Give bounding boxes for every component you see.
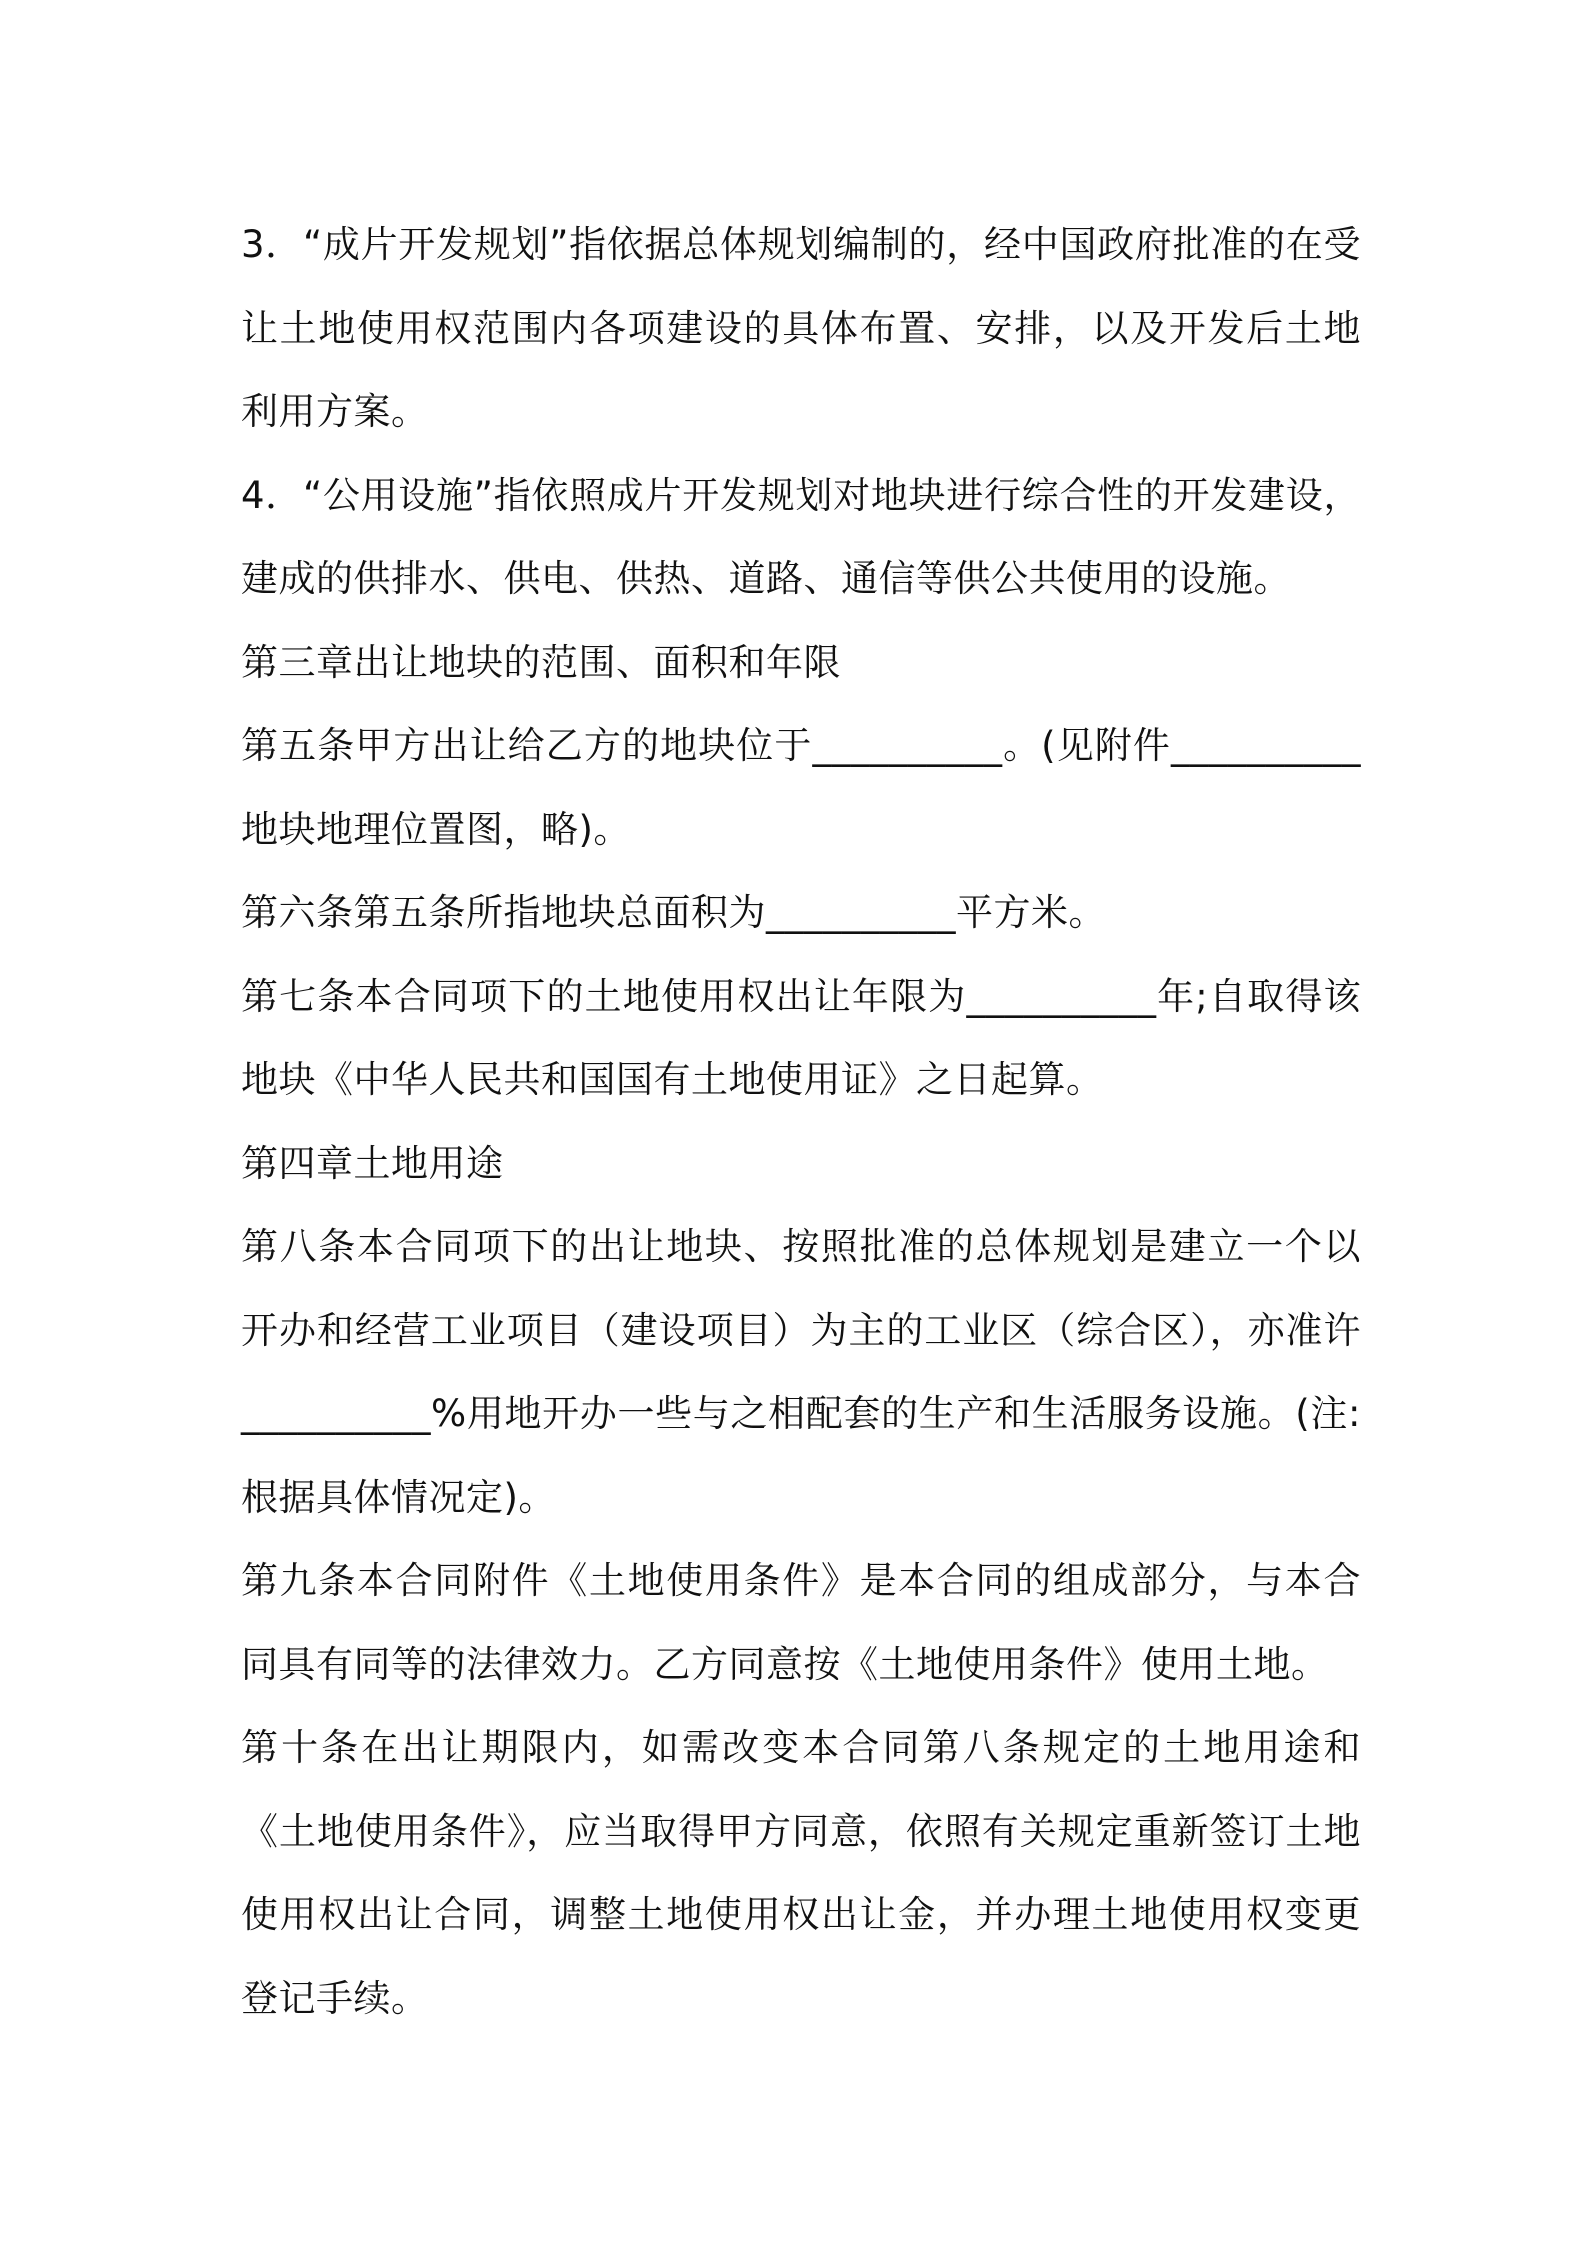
article-8: 第八条本合同项下的出让地块、按照批准的总体规划是建立一个以开办和经营工业项目（建设项目）为主的工业区（综合区），亦准许__________%用地开办一些与之相配套的生产和生活服务设施。(注:根据具体情况定)。 xyxy=(241,1225,1361,1519)
chapter-3-heading: 第三章出让地块的范围、面积和年限 xyxy=(241,640,841,684)
article-5: 第五条甲方出让给乙方的地块位于__________。(见附件__________地块地理位置图，略)。 xyxy=(241,724,1361,851)
paragraph-definition-4: 4．“公用设施”指依照成片开发规划对地块进行综合性的开发建设，建成的供排水、供电、供热、道路、通信等供公共使用的设施。 xyxy=(241,473,1361,600)
article-6: 第六条第五条所指地块总面积为__________平方米。 xyxy=(241,891,1106,934)
paragraph-definition-3: 3．“成片开发规划”指依据总体规划编制的，经中国政府批准的在受让土地使用权范围内各项建设的具体布置、安排，以及开发后土地利用方案。 xyxy=(241,223,1361,433)
document-body xyxy=(241,203,1361,2040)
article-10: 第十条在出让期限内，如需改变本合同第八条规定的土地用途和《土地使用条件》，应当取得甲方同意，依照有关规定重新签订土地使用权出让合同，调整土地使用权出让金，并办理土地使用权变更登记手续。 xyxy=(241,1726,1361,2020)
article-9: 第九条本合同附件《土地使用条件》是本合同的组成部分，与本合同具有同等的法律效力。乙方同意按《土地使用条件》使用土地。 xyxy=(241,1559,1361,1686)
article-7: 第七条本合同项下的土地使用权出让年限为__________年;自取得该地块《中华人民共和国国有土地使用证》之日起算。 xyxy=(241,974,1361,1101)
chapter-4-heading: 第四章土地用途 xyxy=(241,1141,504,1185)
